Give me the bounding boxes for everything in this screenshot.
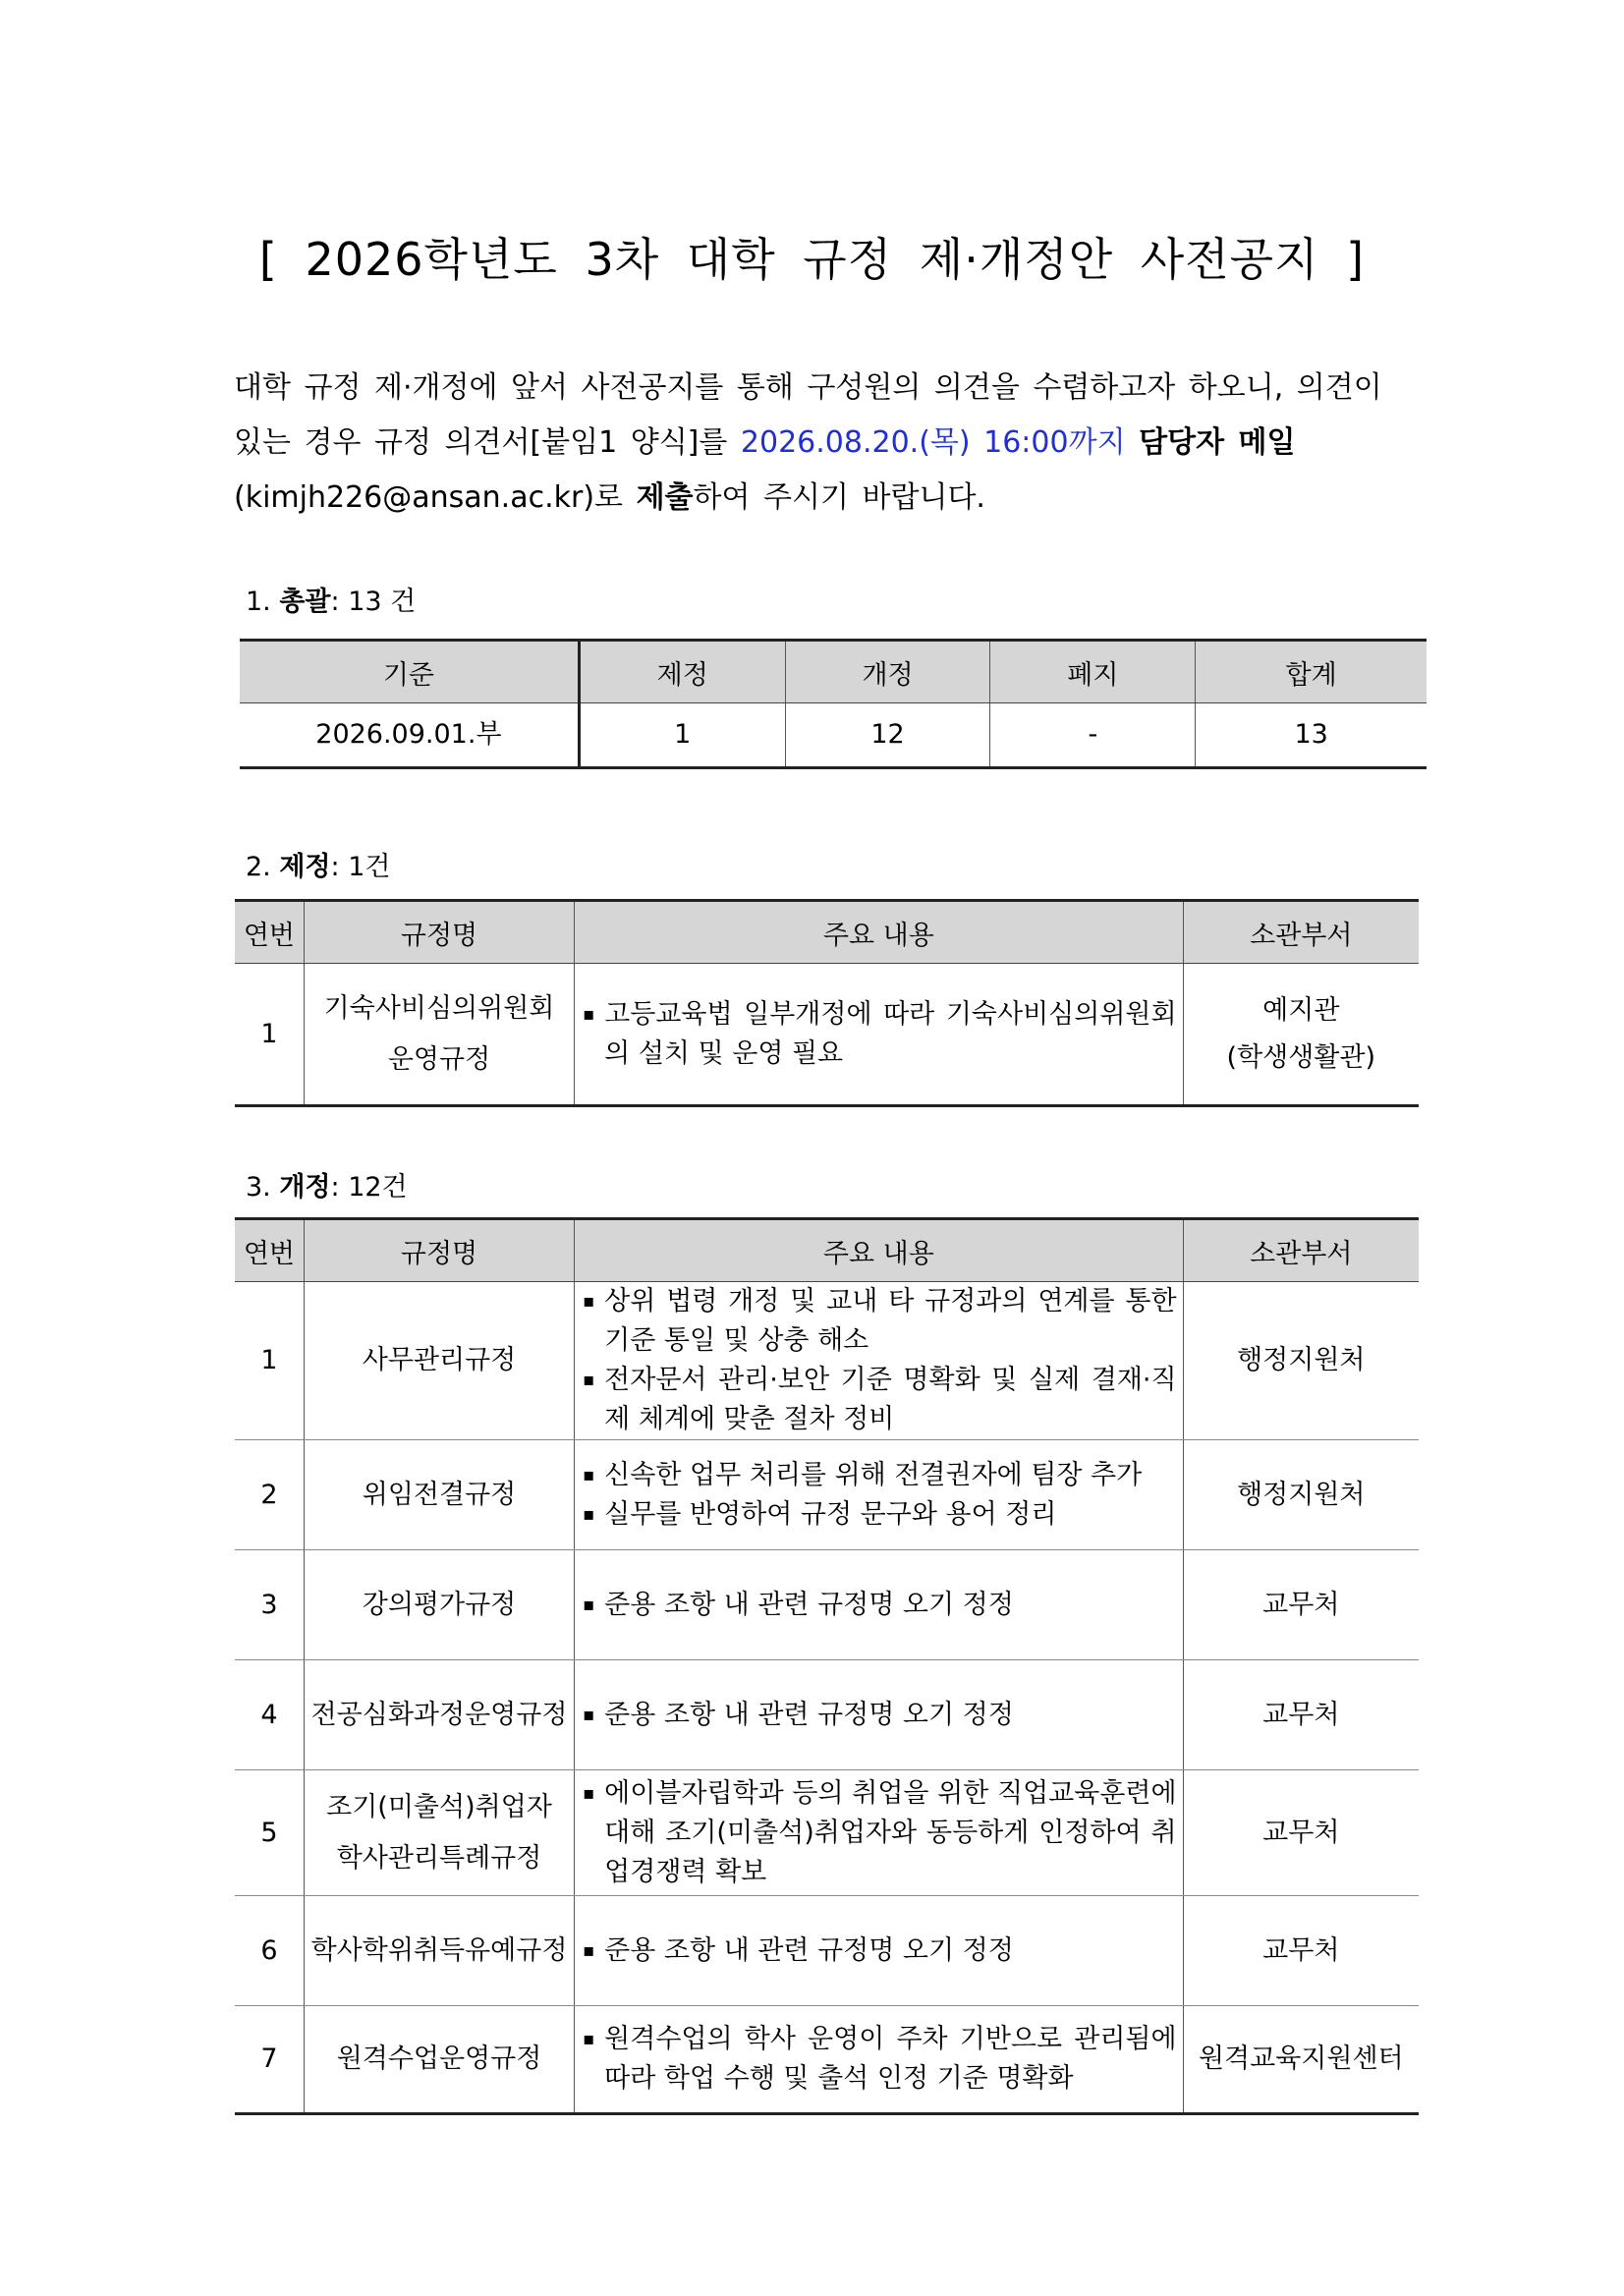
- row-number: 6: [235, 1896, 304, 2006]
- header-basis: 기준: [240, 641, 579, 703]
- header-content: 주요 내용: [575, 1219, 1183, 1282]
- main-content: [575, 1550, 1183, 1660]
- enactment-table: [235, 899, 1419, 1107]
- main-content: [575, 964, 1183, 1106]
- summary-table: [240, 639, 1427, 769]
- amendment-table: [235, 1217, 1419, 2115]
- summary-amend-cell: 12: [785, 703, 990, 768]
- main-content: [575, 1282, 1183, 1440]
- summary-row: [240, 703, 1427, 768]
- bullet-icon: ▪: [583, 1594, 595, 1615]
- bullet-icon: ▪: [583, 1003, 595, 1025]
- content-text: 고등교육법 일부개정에 따라 기숙사비심의위원회의 설치 및 운영 필요: [604, 998, 1177, 1069]
- table-row: [235, 1660, 1419, 1770]
- content-item: [583, 2020, 1176, 2099]
- row-number: 2: [235, 1440, 304, 1550]
- enactment-header-row: [235, 901, 1419, 964]
- department-line: 교무처: [1262, 1817, 1340, 1848]
- regulation-name-line: 전공심화과정운영규정: [310, 1699, 568, 1730]
- header-amend: 개정: [785, 641, 990, 703]
- header-enact: 제정: [579, 641, 785, 703]
- main-content: [575, 1440, 1183, 1550]
- department-line: 교무처: [1262, 1934, 1340, 1966]
- submit-text: 제출: [636, 480, 694, 515]
- intro-space: [1126, 425, 1140, 460]
- regulation-name-line: 원격수업운영규정: [336, 2044, 542, 2074]
- header-name: 규정명: [304, 901, 574, 964]
- department-line: 행정지원처: [1237, 1345, 1366, 1375]
- content-item: [583, 1586, 1176, 1625]
- content-item: [583, 1696, 1176, 1735]
- main-content: [575, 1770, 1183, 1896]
- header-total: 합계: [1196, 641, 1427, 703]
- content-text: 준용 조항 내 관련 규정명 오기 정정: [604, 1699, 1014, 1730]
- bullet-icon: ▪: [583, 1291, 595, 1312]
- bullet-icon: ▪: [583, 1939, 595, 1961]
- heading-number: 3.: [246, 1172, 280, 1203]
- department-line: 교무처: [1262, 1699, 1340, 1730]
- department-line: 예지관: [1262, 994, 1340, 1026]
- content-text: 전자문서 관리·보안 기준 명확화 및 실제 결재·직제 체계에 맞춘 절차 정비: [604, 1365, 1177, 1434]
- department: [1183, 2006, 1419, 2114]
- row-number: 5: [235, 1770, 304, 1896]
- table-row: [235, 1440, 1419, 1550]
- heading-label: 개정: [279, 1172, 331, 1203]
- department: [1183, 1660, 1419, 1770]
- regulation-name: [304, 2006, 574, 2114]
- content-text: 에이블자립학과 등의 취업을 위한 직업교육훈련에 대해 조기(미출석)취업자와 동등하게 인정하여 취업경쟁력 확보: [604, 1777, 1177, 1887]
- summary-heading: [246, 580, 416, 618]
- department: [1183, 1282, 1419, 1440]
- row-number: 7: [235, 2006, 304, 2114]
- row-number: 1: [235, 1282, 304, 1440]
- regulation-name: [304, 1550, 574, 1660]
- summary-repeal-cell: -: [990, 703, 1196, 768]
- content-text: 준용 조항 내 관련 규정명 오기 정정: [604, 1934, 1014, 1966]
- intro-text: 대학 규정 제·개정에 앞서 사전공지를 통해 구성원의 의견을 수렴하고자 하오니, 의견이 있는 경우 규정 의견서[붙임1 양식]를: [234, 370, 1382, 460]
- regulation-name-line: 사무관리규정: [362, 1345, 517, 1375]
- document-title: [ 2026학년도 3차 대학 규정 제·개정안 사전공지 ]: [258, 233, 1366, 286]
- row-number: 4: [235, 1660, 304, 1770]
- header-content: 주요 내용: [575, 901, 1183, 964]
- main-content: [575, 1660, 1183, 1770]
- department-line: 행정지원처: [1237, 1479, 1366, 1510]
- header-dept: 소관부서: [1183, 1219, 1419, 1282]
- regulation-name-line: 기숙사비심의위원회: [323, 992, 555, 1024]
- header-name: 규정명: [304, 1219, 574, 1282]
- enactment-heading: [246, 845, 390, 883]
- department: [1183, 1896, 1419, 2006]
- table-row: [235, 1896, 1419, 2006]
- bullet-icon: ▪: [583, 1782, 595, 1804]
- content-item: [583, 1495, 1176, 1535]
- bullet-icon: ▪: [583, 1464, 595, 1485]
- content-item: [583, 1932, 1176, 1971]
- regulation-name: [304, 964, 574, 1106]
- regulation-name: [304, 1896, 574, 2006]
- summary-enact-cell: 1: [579, 703, 785, 768]
- contact-label: 담당자 메일: [1139, 425, 1296, 460]
- department: [1183, 964, 1419, 1106]
- summary-basis-cell: 2026.09.01.부: [240, 703, 579, 768]
- heading-number: 1.: [246, 587, 280, 617]
- regulation-name-line: 위임전결규정: [362, 1479, 517, 1510]
- department-line: 원격교육지원센터: [1198, 2044, 1404, 2074]
- regulation-name-line: 학사학위취득유예규정: [310, 1934, 568, 1966]
- heading-count: : 1건: [330, 852, 391, 882]
- department: [1183, 1550, 1419, 1660]
- regulation-name-line: 학사관리특례규정: [336, 1842, 542, 1874]
- table-row: [235, 1550, 1419, 1660]
- content-item: [583, 1456, 1176, 1495]
- header-no: 연번: [235, 901, 304, 964]
- content-item: [583, 995, 1176, 1074]
- bullet-icon: ▪: [583, 1503, 595, 1525]
- content-text: 준용 조항 내 관련 규정명 오기 정정: [604, 1589, 1014, 1620]
- row-number: 3: [235, 1550, 304, 1660]
- department: [1183, 1440, 1419, 1550]
- deadline-text: 2026.08.20.(목) 16:00까지: [740, 425, 1126, 460]
- regulation-name: [304, 1282, 574, 1440]
- email-text: (kimjh226@ansan.ac.kr)로: [234, 480, 637, 515]
- regulation-name: [304, 1660, 574, 1770]
- table-row: [235, 964, 1419, 1106]
- heading-count: : 13 건: [330, 587, 417, 617]
- department-line: 교무처: [1262, 1589, 1340, 1620]
- heading-label: 제정: [279, 852, 331, 882]
- intro-paragraph: [234, 361, 1413, 526]
- main-content: [575, 1896, 1183, 2006]
- regulation-name-line: 강의평가규정: [362, 1589, 517, 1620]
- header-repeal: 폐지: [990, 641, 1196, 703]
- table-row: [235, 1770, 1419, 1896]
- content-item: [583, 1282, 1176, 1361]
- amendment-header-row: [235, 1219, 1419, 1282]
- content-text: 상위 법령 개정 및 교내 타 규정과의 연계를 통한 기준 통일 및 상충 해소: [604, 1286, 1177, 1356]
- table-row: [235, 2006, 1419, 2114]
- main-content: [575, 2006, 1183, 2114]
- regulation-name: [304, 1440, 574, 1550]
- intro-closing: 하여 주시기 바랍니다.: [693, 480, 985, 515]
- bullet-icon: ▪: [583, 2029, 595, 2049]
- summary-total-cell: 13: [1196, 703, 1427, 768]
- heading-label: 총괄: [279, 587, 331, 617]
- content-text: 원격수업의 학사 운영이 주차 기반으로 관리됨에 따라 학업 수행 및 출석 인정 기준 명확화: [604, 2024, 1177, 2094]
- regulation-name-line: 운영규정: [387, 1043, 491, 1075]
- row-number: 1: [235, 964, 304, 1106]
- header-no: 연번: [235, 1219, 304, 1282]
- content-text: 신속한 업무 처리를 위해 전결권자에 팀장 추가: [604, 1459, 1143, 1490]
- heading-number: 2.: [246, 852, 280, 882]
- department-line: (학생생활관): [1226, 1041, 1376, 1073]
- heading-count: : 12건: [330, 1172, 408, 1203]
- header-dept: 소관부서: [1183, 901, 1419, 964]
- regulation-name-line: 조기(미출석)취업자: [326, 1791, 552, 1822]
- department: [1183, 1770, 1419, 1896]
- regulation-name: [304, 1770, 574, 1896]
- content-item: [583, 1774, 1176, 1892]
- summary-header-row: [240, 641, 1427, 703]
- amendment-heading: [246, 1165, 408, 1204]
- bullet-icon: ▪: [583, 1704, 595, 1725]
- content-text: 실무를 반영하여 규정 문구와 용어 정리: [604, 1498, 1057, 1530]
- bullet-icon: ▪: [583, 1370, 595, 1390]
- table-row: [235, 1282, 1419, 1440]
- content-item: [583, 1361, 1176, 1439]
